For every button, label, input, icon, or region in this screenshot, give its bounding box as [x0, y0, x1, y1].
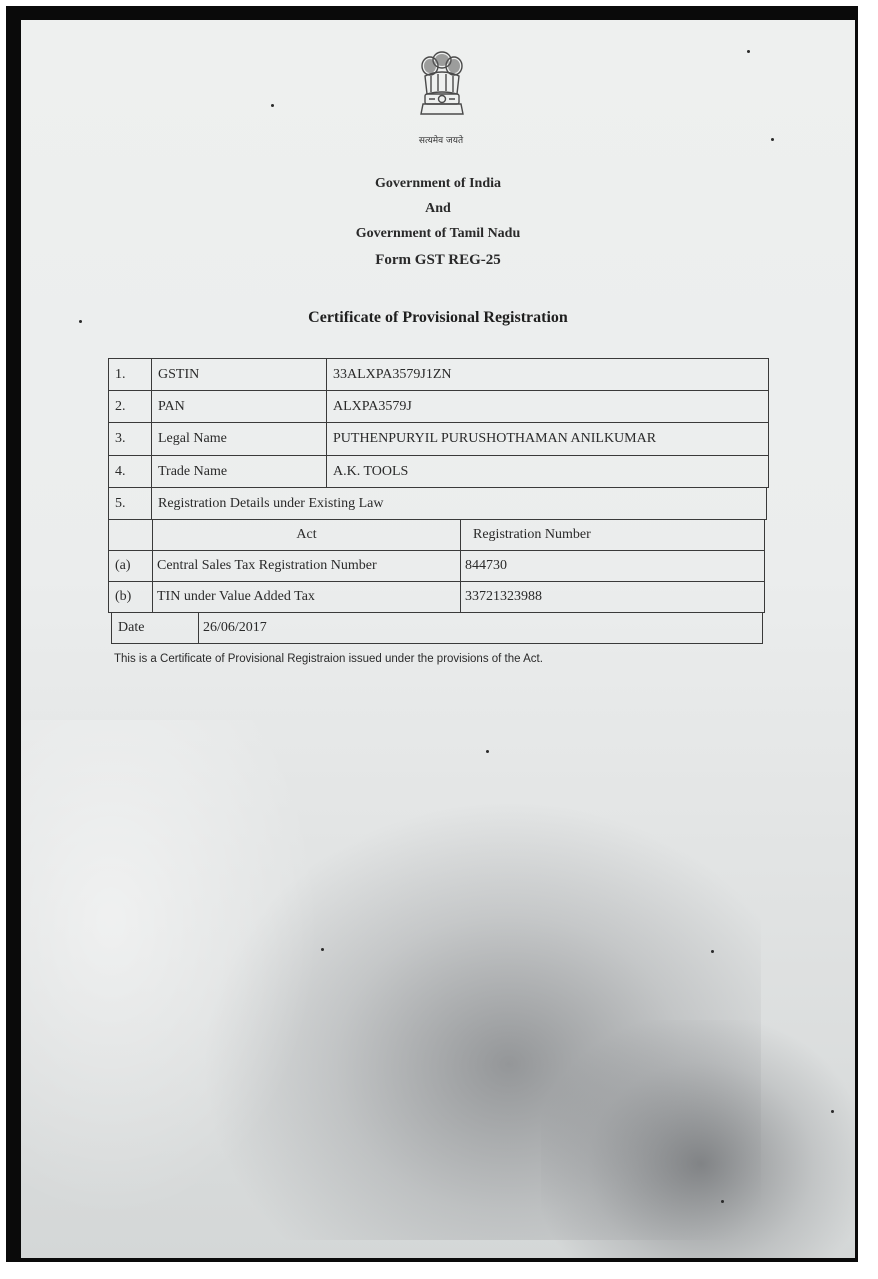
row-label: [151, 455, 327, 488]
cst-act-text: Central Sales Tax Registration Number: [157, 558, 377, 573]
registration-number-cell: [460, 581, 765, 613]
act-header: [152, 519, 461, 551]
row-number-text: (a): [115, 558, 131, 573]
row-number: [108, 390, 152, 423]
paper-highlight: [21, 720, 321, 1220]
row-value: [326, 455, 769, 488]
row-value: [326, 390, 769, 423]
existing-law-heading: [151, 487, 767, 520]
row-number: [108, 519, 153, 551]
tin-number: 33721323988: [465, 589, 542, 604]
header-and: And: [425, 201, 451, 216]
registration-number-cell: [460, 550, 765, 582]
row-label: [151, 422, 327, 456]
header-government-of-tamil-nadu: Government of Tamil Nadu: [355, 226, 521, 241]
row-label: [151, 358, 327, 391]
speck: [747, 50, 750, 53]
certificate-paper: [21, 20, 855, 1258]
row-number: [108, 487, 152, 520]
form-number: Form GST REG-25: [375, 252, 501, 268]
header-government-of-india: Government of India: [375, 176, 501, 191]
speck: [711, 950, 714, 953]
speck: [486, 750, 489, 753]
existing-law-label: Registration Details under Existing Law: [158, 495, 384, 511]
speck: [321, 948, 324, 951]
row-number-text: 1.: [115, 366, 126, 382]
registration-number-header: [460, 519, 765, 551]
trade-name-label: Trade Name: [158, 463, 228, 479]
paper-shadow: [541, 1020, 855, 1258]
row-label: [151, 390, 327, 423]
cst-registration-number: 844730: [465, 558, 507, 573]
registration-number-header-text: Registration Number: [473, 527, 591, 542]
row-number-text: 4.: [115, 463, 126, 479]
row-number: [108, 550, 153, 582]
certificate-footnote: This is a Certificate of Provisional Registraion issued under the provisions of the Act.: [114, 653, 543, 665]
date-label: Date: [118, 620, 145, 635]
speck: [721, 1200, 724, 1203]
act-cell: [152, 581, 461, 613]
row-number-text: 3.: [115, 431, 126, 446]
act-cell: [152, 550, 461, 582]
row-number-text: 5.: [115, 495, 126, 511]
row-value: [326, 358, 769, 391]
row-number: [108, 581, 153, 613]
speck: [771, 138, 774, 141]
emblem-motto: सत्यमेव जयते: [418, 136, 464, 146]
row-number-text: 2.: [115, 398, 126, 414]
date-label-cell: [111, 612, 199, 644]
row-number: [108, 422, 152, 456]
vat-act-text: TIN under Value Added Tax: [157, 589, 315, 604]
speck: [831, 1110, 834, 1113]
date-value-cell: [198, 612, 763, 644]
pan-value: ALXPA3579J: [333, 398, 412, 414]
legal-name-label: Legal Name: [158, 431, 227, 446]
ashoka-emblem-icon: [411, 46, 473, 146]
gstin-value: 33ALXPA3579J1ZN: [333, 366, 452, 382]
row-number: [108, 358, 152, 391]
row-value: [326, 422, 769, 456]
speck: [271, 104, 274, 107]
row-number-text: (b): [115, 589, 132, 604]
row-number: [108, 455, 152, 488]
legal-name-value: PUTHENPURYIL PURUSHOTHAMAN ANILKUMAR: [333, 431, 657, 446]
pan-label: PAN: [158, 398, 185, 414]
photo-frame: [6, 6, 858, 1262]
trade-name-value: A.K. TOOLS: [333, 463, 409, 479]
certificate-title: Certificate of Provisional Registration: [308, 309, 568, 326]
date-value: 26/06/2017: [203, 620, 267, 635]
gstin-label: GSTIN: [158, 366, 200, 382]
act-header-text: Act: [296, 527, 317, 542]
